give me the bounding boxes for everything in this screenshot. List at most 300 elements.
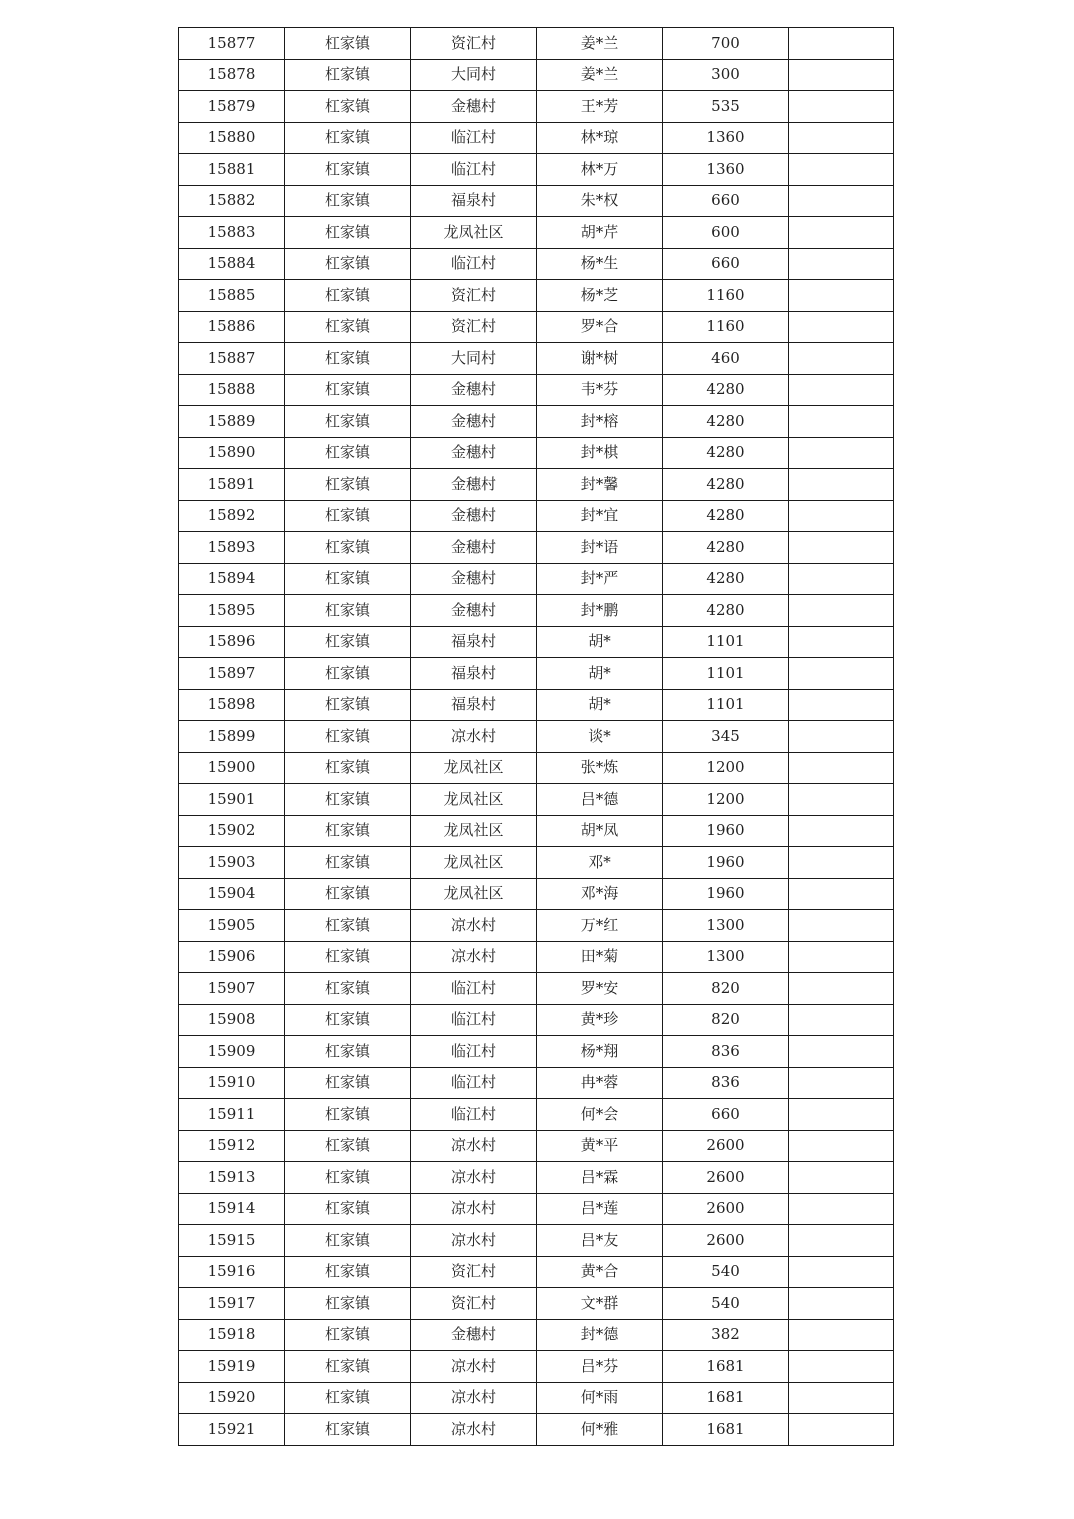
row-number-cell: 15903 (179, 847, 285, 879)
row-number-cell: 15881 (179, 154, 285, 186)
table-row (179, 1193, 894, 1225)
village-cell: 临江村 (411, 1004, 537, 1036)
town-cell: 杠家镇 (285, 1036, 411, 1068)
note-cell (789, 1193, 894, 1225)
table-row (179, 1225, 894, 1257)
name-cell: 封*严 (537, 563, 663, 595)
town-cell: 杠家镇 (285, 721, 411, 753)
table-row (179, 280, 894, 312)
row-number-cell: 15905 (179, 910, 285, 942)
village-cell: 临江村 (411, 973, 537, 1005)
town-cell: 杠家镇 (285, 1162, 411, 1194)
row-number-cell: 15909 (179, 1036, 285, 1068)
row-number-cell: 15894 (179, 563, 285, 595)
row-number-cell: 15907 (179, 973, 285, 1005)
name-cell: 吕*霖 (537, 1162, 663, 1194)
town-cell: 杠家镇 (285, 626, 411, 658)
note-cell (789, 1067, 894, 1099)
row-number-cell: 15908 (179, 1004, 285, 1036)
village-cell: 临江村 (411, 1067, 537, 1099)
town-cell: 杠家镇 (285, 185, 411, 217)
note-cell (789, 311, 894, 343)
town-cell: 杠家镇 (285, 532, 411, 564)
table-row (179, 469, 894, 501)
row-number-cell: 15893 (179, 532, 285, 564)
village-cell: 凉水村 (411, 910, 537, 942)
town-cell: 杠家镇 (285, 563, 411, 595)
town-cell: 杠家镇 (285, 815, 411, 847)
note-cell (789, 847, 894, 879)
amount-cell: 1960 (663, 878, 789, 910)
note-cell (789, 910, 894, 942)
note-cell (789, 28, 894, 60)
amount-cell: 1360 (663, 154, 789, 186)
note-cell (789, 1382, 894, 1414)
amount-cell: 836 (663, 1036, 789, 1068)
village-cell: 大同村 (411, 59, 537, 91)
row-number-cell: 15904 (179, 878, 285, 910)
village-cell: 龙凤社区 (411, 878, 537, 910)
amount-cell: 540 (663, 1256, 789, 1288)
amount-cell: 1200 (663, 784, 789, 816)
village-cell: 福泉村 (411, 689, 537, 721)
amount-cell: 1300 (663, 910, 789, 942)
town-cell: 杠家镇 (285, 1067, 411, 1099)
amount-cell: 4280 (663, 595, 789, 627)
name-cell: 韦*芬 (537, 374, 663, 406)
row-number-cell: 15916 (179, 1256, 285, 1288)
amount-cell: 1300 (663, 941, 789, 973)
amount-cell: 700 (663, 28, 789, 60)
town-cell: 杠家镇 (285, 1099, 411, 1131)
note-cell (789, 878, 894, 910)
amount-cell: 1101 (663, 626, 789, 658)
row-number-cell: 15915 (179, 1225, 285, 1257)
village-cell: 资汇村 (411, 28, 537, 60)
note-cell (789, 500, 894, 532)
town-cell: 杠家镇 (285, 1351, 411, 1383)
village-cell: 龙凤社区 (411, 784, 537, 816)
amount-cell: 4280 (663, 437, 789, 469)
amount-cell: 820 (663, 973, 789, 1005)
town-cell: 杠家镇 (285, 1193, 411, 1225)
name-cell: 吕*莲 (537, 1193, 663, 1225)
note-cell (789, 1130, 894, 1162)
table-row (179, 248, 894, 280)
note-cell (789, 973, 894, 1005)
name-cell: 谢*树 (537, 343, 663, 375)
town-cell: 杠家镇 (285, 122, 411, 154)
town-cell: 杠家镇 (285, 28, 411, 60)
note-cell (789, 1036, 894, 1068)
name-cell: 万*红 (537, 910, 663, 942)
village-cell: 金穗村 (411, 469, 537, 501)
village-cell: 福泉村 (411, 185, 537, 217)
village-cell: 临江村 (411, 1036, 537, 1068)
table-row (179, 815, 894, 847)
amount-cell: 535 (663, 91, 789, 123)
note-cell (789, 1351, 894, 1383)
note-cell (789, 437, 894, 469)
name-cell: 吕*芬 (537, 1351, 663, 1383)
name-cell: 何*雅 (537, 1414, 663, 1446)
table-row (179, 1256, 894, 1288)
note-cell (789, 1319, 894, 1351)
row-number-cell: 15918 (179, 1319, 285, 1351)
table-row (179, 122, 894, 154)
row-number-cell: 15919 (179, 1351, 285, 1383)
amount-cell: 1160 (663, 311, 789, 343)
table-row (179, 1036, 894, 1068)
note-cell (789, 1099, 894, 1131)
row-number-cell: 15879 (179, 91, 285, 123)
note-cell (789, 1162, 894, 1194)
table-row (179, 1319, 894, 1351)
row-number-cell: 15885 (179, 280, 285, 312)
amount-cell: 2600 (663, 1162, 789, 1194)
town-cell: 杠家镇 (285, 658, 411, 690)
town-cell: 杠家镇 (285, 406, 411, 438)
name-cell: 杨*生 (537, 248, 663, 280)
row-number-cell: 15892 (179, 500, 285, 532)
row-number-cell: 15896 (179, 626, 285, 658)
village-cell: 龙凤社区 (411, 217, 537, 249)
village-cell: 凉水村 (411, 721, 537, 753)
village-cell: 金穗村 (411, 91, 537, 123)
subsidy-table (178, 27, 894, 1446)
town-cell: 杠家镇 (285, 343, 411, 375)
row-number-cell: 15911 (179, 1099, 285, 1131)
name-cell: 胡* (537, 658, 663, 690)
village-cell: 资汇村 (411, 311, 537, 343)
table-body (179, 28, 894, 1446)
table-row (179, 721, 894, 753)
town-cell: 杠家镇 (285, 1225, 411, 1257)
town-cell: 杠家镇 (285, 752, 411, 784)
village-cell: 凉水村 (411, 1130, 537, 1162)
village-cell: 龙凤社区 (411, 815, 537, 847)
table-row (179, 878, 894, 910)
row-number-cell: 15878 (179, 59, 285, 91)
table-row (179, 1162, 894, 1194)
note-cell (789, 815, 894, 847)
town-cell: 杠家镇 (285, 59, 411, 91)
note-cell (789, 563, 894, 595)
town-cell: 杠家镇 (285, 154, 411, 186)
row-number-cell: 15891 (179, 469, 285, 501)
note-cell (789, 658, 894, 690)
town-cell: 杠家镇 (285, 248, 411, 280)
village-cell: 凉水村 (411, 1193, 537, 1225)
village-cell: 凉水村 (411, 1351, 537, 1383)
name-cell: 杨*芝 (537, 280, 663, 312)
row-number-cell: 15900 (179, 752, 285, 784)
row-number-cell: 15889 (179, 406, 285, 438)
row-number-cell: 15884 (179, 248, 285, 280)
row-number-cell: 15914 (179, 1193, 285, 1225)
row-number-cell: 15898 (179, 689, 285, 721)
note-cell (789, 784, 894, 816)
village-cell: 龙凤社区 (411, 752, 537, 784)
row-number-cell: 15906 (179, 941, 285, 973)
amount-cell: 1200 (663, 752, 789, 784)
amount-cell: 4280 (663, 500, 789, 532)
town-cell: 杠家镇 (285, 1256, 411, 1288)
village-cell: 凉水村 (411, 1414, 537, 1446)
note-cell (789, 406, 894, 438)
amount-cell: 1101 (663, 658, 789, 690)
table-row (179, 154, 894, 186)
name-cell: 姜*兰 (537, 59, 663, 91)
town-cell: 杠家镇 (285, 437, 411, 469)
table-row (179, 1004, 894, 1036)
name-cell: 朱*权 (537, 185, 663, 217)
table-row (179, 343, 894, 375)
village-cell: 临江村 (411, 154, 537, 186)
row-number-cell: 15877 (179, 28, 285, 60)
amount-cell: 2600 (663, 1193, 789, 1225)
table-row (179, 847, 894, 879)
amount-cell: 820 (663, 1004, 789, 1036)
row-number-cell: 15895 (179, 595, 285, 627)
name-cell: 王*芳 (537, 91, 663, 123)
table-row (179, 563, 894, 595)
name-cell: 胡* (537, 626, 663, 658)
row-number-cell: 15913 (179, 1162, 285, 1194)
amount-cell: 1360 (663, 122, 789, 154)
table-row (179, 532, 894, 564)
amount-cell: 660 (663, 248, 789, 280)
name-cell: 邓*海 (537, 878, 663, 910)
note-cell (789, 280, 894, 312)
name-cell: 谈* (537, 721, 663, 753)
amount-cell: 300 (663, 59, 789, 91)
town-cell: 杠家镇 (285, 1382, 411, 1414)
village-cell: 资汇村 (411, 280, 537, 312)
table-row (179, 595, 894, 627)
note-cell (789, 122, 894, 154)
name-cell: 封*榕 (537, 406, 663, 438)
amount-cell: 660 (663, 1099, 789, 1131)
town-cell: 杠家镇 (285, 1130, 411, 1162)
town-cell: 杠家镇 (285, 1004, 411, 1036)
amount-cell: 836 (663, 1067, 789, 1099)
village-cell: 金穗村 (411, 406, 537, 438)
name-cell: 封*德 (537, 1319, 663, 1351)
town-cell: 杠家镇 (285, 1288, 411, 1320)
village-cell: 福泉村 (411, 658, 537, 690)
name-cell: 黄*平 (537, 1130, 663, 1162)
table-row (179, 784, 894, 816)
row-number-cell: 15897 (179, 658, 285, 690)
table-row (179, 1099, 894, 1131)
name-cell: 黄*合 (537, 1256, 663, 1288)
amount-cell: 1160 (663, 280, 789, 312)
row-number-cell: 15901 (179, 784, 285, 816)
village-cell: 凉水村 (411, 1162, 537, 1194)
town-cell: 杠家镇 (285, 689, 411, 721)
town-cell: 杠家镇 (285, 374, 411, 406)
town-cell: 杠家镇 (285, 878, 411, 910)
table-row (179, 185, 894, 217)
village-cell: 龙凤社区 (411, 847, 537, 879)
row-number-cell: 15880 (179, 122, 285, 154)
amount-cell: 4280 (663, 563, 789, 595)
town-cell: 杠家镇 (285, 784, 411, 816)
name-cell: 张*炼 (537, 752, 663, 784)
village-cell: 金穗村 (411, 595, 537, 627)
note-cell (789, 91, 894, 123)
table-row (179, 752, 894, 784)
name-cell: 封*棋 (537, 437, 663, 469)
amount-cell: 4280 (663, 374, 789, 406)
village-cell: 凉水村 (411, 941, 537, 973)
table-row (179, 973, 894, 1005)
note-cell (789, 1004, 894, 1036)
town-cell: 杠家镇 (285, 595, 411, 627)
town-cell: 杠家镇 (285, 1319, 411, 1351)
table-row (179, 59, 894, 91)
town-cell: 杠家镇 (285, 973, 411, 1005)
table-row (179, 28, 894, 60)
table-row (179, 500, 894, 532)
table-row (179, 1382, 894, 1414)
name-cell: 何*雨 (537, 1382, 663, 1414)
row-number-cell: 15902 (179, 815, 285, 847)
table-row (179, 406, 894, 438)
amount-cell: 1681 (663, 1351, 789, 1383)
table-row (179, 1351, 894, 1383)
village-cell: 凉水村 (411, 1382, 537, 1414)
table-row (179, 437, 894, 469)
note-cell (789, 154, 894, 186)
table-row (179, 941, 894, 973)
name-cell: 吕*友 (537, 1225, 663, 1257)
amount-cell: 1681 (663, 1382, 789, 1414)
name-cell: 文*群 (537, 1288, 663, 1320)
note-cell (789, 532, 894, 564)
name-cell: 姜*兰 (537, 28, 663, 60)
amount-cell: 1101 (663, 689, 789, 721)
town-cell: 杠家镇 (285, 910, 411, 942)
row-number-cell: 15910 (179, 1067, 285, 1099)
table-row (179, 311, 894, 343)
row-number-cell: 15899 (179, 721, 285, 753)
amount-cell: 600 (663, 217, 789, 249)
note-cell (789, 217, 894, 249)
table-row (179, 658, 894, 690)
village-cell: 金穗村 (411, 374, 537, 406)
row-number-cell: 15887 (179, 343, 285, 375)
name-cell: 黄*珍 (537, 1004, 663, 1036)
amount-cell: 2600 (663, 1130, 789, 1162)
table-row (179, 1288, 894, 1320)
amount-cell: 4280 (663, 406, 789, 438)
row-number-cell: 15912 (179, 1130, 285, 1162)
name-cell: 罗*安 (537, 973, 663, 1005)
village-cell: 大同村 (411, 343, 537, 375)
table-row (179, 91, 894, 123)
note-cell (789, 374, 894, 406)
name-cell: 胡* (537, 689, 663, 721)
name-cell: 田*菊 (537, 941, 663, 973)
row-number-cell: 15920 (179, 1382, 285, 1414)
amount-cell: 1960 (663, 815, 789, 847)
note-cell (789, 343, 894, 375)
note-cell (789, 1288, 894, 1320)
name-cell: 吕*德 (537, 784, 663, 816)
name-cell: 封*宜 (537, 500, 663, 532)
name-cell: 邓* (537, 847, 663, 879)
village-cell: 金穗村 (411, 437, 537, 469)
amount-cell: 660 (663, 185, 789, 217)
row-number-cell: 15882 (179, 185, 285, 217)
village-cell: 资汇村 (411, 1256, 537, 1288)
row-number-cell: 15886 (179, 311, 285, 343)
village-cell: 金穗村 (411, 563, 537, 595)
note-cell (789, 185, 894, 217)
amount-cell: 2600 (663, 1225, 789, 1257)
name-cell: 冉*蓉 (537, 1067, 663, 1099)
town-cell: 杠家镇 (285, 311, 411, 343)
note-cell (789, 941, 894, 973)
note-cell (789, 626, 894, 658)
note-cell (789, 59, 894, 91)
village-cell: 临江村 (411, 122, 537, 154)
name-cell: 胡*凤 (537, 815, 663, 847)
row-number-cell: 15921 (179, 1414, 285, 1446)
village-cell: 金穗村 (411, 500, 537, 532)
name-cell: 林*琼 (537, 122, 663, 154)
note-cell (789, 721, 894, 753)
row-number-cell: 15890 (179, 437, 285, 469)
town-cell: 杠家镇 (285, 469, 411, 501)
village-cell: 金穗村 (411, 1319, 537, 1351)
table-row (179, 374, 894, 406)
table-row (179, 217, 894, 249)
table-row (179, 626, 894, 658)
name-cell: 何*会 (537, 1099, 663, 1131)
town-cell: 杠家镇 (285, 280, 411, 312)
table-row (179, 689, 894, 721)
note-cell (789, 1256, 894, 1288)
amount-cell: 4280 (663, 532, 789, 564)
village-cell: 资汇村 (411, 1288, 537, 1320)
name-cell: 胡*芹 (537, 217, 663, 249)
amount-cell: 540 (663, 1288, 789, 1320)
amount-cell: 1960 (663, 847, 789, 879)
town-cell: 杠家镇 (285, 941, 411, 973)
town-cell: 杠家镇 (285, 847, 411, 879)
table-row (179, 1414, 894, 1446)
town-cell: 杠家镇 (285, 500, 411, 532)
village-cell: 凉水村 (411, 1225, 537, 1257)
town-cell: 杠家镇 (285, 91, 411, 123)
row-number-cell: 15883 (179, 217, 285, 249)
row-number-cell: 15917 (179, 1288, 285, 1320)
name-cell: 封*语 (537, 532, 663, 564)
village-cell: 金穗村 (411, 532, 537, 564)
note-cell (789, 752, 894, 784)
village-cell: 福泉村 (411, 626, 537, 658)
village-cell: 临江村 (411, 248, 537, 280)
amount-cell: 382 (663, 1319, 789, 1351)
name-cell: 封*鹏 (537, 595, 663, 627)
note-cell (789, 1225, 894, 1257)
note-cell (789, 689, 894, 721)
name-cell: 杨*翔 (537, 1036, 663, 1068)
amount-cell: 4280 (663, 469, 789, 501)
